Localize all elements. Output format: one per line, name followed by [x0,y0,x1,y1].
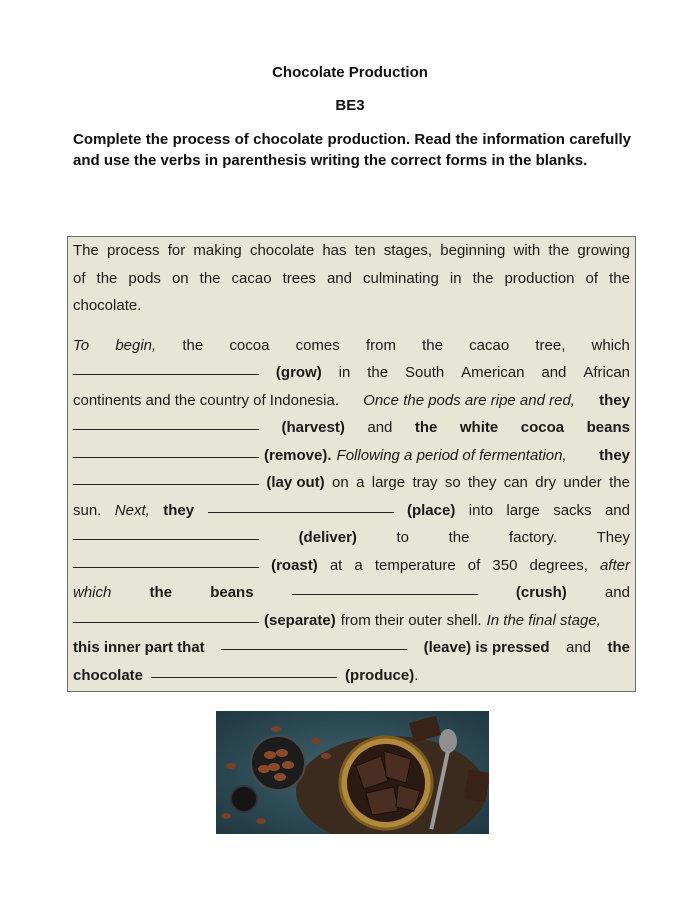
passage-line-9 [73,552,630,580]
answer-blank-separate[interactable] [73,607,259,623]
word: the [199,269,221,287]
word: tray [412,474,438,491]
word: for [167,242,186,259]
word: after [599,556,630,574]
reading-text-box [67,236,636,692]
word: white [459,419,499,436]
word: into [468,501,493,519]
word: cocoa [520,419,565,436]
word: the [367,364,389,381]
word: cacao [469,336,510,354]
word: the [422,336,443,354]
answer-blank-produce[interactable] [151,662,337,678]
word: comes [295,336,340,354]
answer-blank-remove[interactable] [73,442,259,458]
verb-remove: (remove). [264,446,332,464]
verb-deliver: (deliver) [298,529,357,546]
word: the [548,242,570,259]
word: production [504,269,575,287]
passage-line-3: continents and the country of Indonesia. Once the pods are ripe and red, they [73,391,630,409]
word: large [371,474,406,491]
word: They [596,529,630,546]
word: cacao [231,269,272,287]
passage-line-13: chocolate (produce). [73,662,630,690]
passage-line-10: which the beans (crush) and [73,579,630,607]
word: at [329,556,343,574]
word: The [73,242,99,259]
verb-lay-out: (lay out) [266,474,325,491]
passage-line-2 [73,359,630,387]
word: the [414,419,438,436]
word: growing [577,242,630,259]
word: American [461,364,525,381]
word: To [73,336,90,354]
verb-roast: (roast) [271,556,318,574]
verb-produce: (produce) [345,666,415,684]
answer-blank-deliver[interactable] [73,524,259,540]
word: from [365,336,396,354]
passage-line-8 [73,524,630,552]
word: and [604,501,630,519]
word: the [609,269,630,287]
word: with [513,242,541,259]
passage-line-1 [73,332,630,360]
verb-grow: (grow) [275,364,322,381]
passage-line-4: (harvest) and the white cocoa beans [73,414,630,442]
answer-blank-crush[interactable] [292,579,478,595]
word: the [609,474,630,491]
word: a [354,556,363,574]
word: culminating [363,269,439,287]
word: which [591,336,630,354]
answer-blank-lay-out[interactable] [73,469,259,485]
word: begin, [115,336,157,354]
word: of [585,269,599,287]
word: in [449,269,462,287]
verb-separate: (separate) [264,611,336,629]
verb-place: (place) [406,501,456,519]
word: the [472,269,494,287]
word: degrees, [529,556,588,574]
word: chocolate [249,242,315,259]
answer-blank-grow[interactable] [73,359,259,375]
word: 350 [492,556,518,574]
verb-crush: (crush) [515,584,567,601]
word: to [396,529,409,546]
page-title: Chocolate Production [272,64,428,81]
word: tree, [535,336,566,354]
word: ten [354,242,376,259]
word: the [182,336,204,354]
word: dry [535,474,557,491]
word: beans [586,419,630,436]
page-subtitle: BE3 [335,97,365,114]
word: African [583,364,630,381]
word: and [326,269,352,287]
word: temperature [374,556,456,574]
passage-line-5: (remove). Following a period of fermentation, they [73,442,630,470]
word: of [73,269,86,287]
verb-leave: (leave) is pressed [423,639,550,656]
intro-line-2 [73,265,630,293]
chocolate-photo [216,711,489,834]
word: the [448,529,470,546]
word: trees [282,269,316,287]
intro-line-1 [73,237,630,265]
word: stages, [383,242,433,259]
answer-blank-place[interactable] [208,497,394,513]
word: on [171,269,189,287]
word: has [322,242,347,259]
word: beginning [440,242,506,259]
word: they [468,474,497,491]
verb-harvest: (harvest) [281,419,345,436]
intro-line-3: chocolate. [73,297,142,314]
passage-line-11: (separate) from their outer shell. In the final stage, [73,607,630,635]
chocolate-image-icon [216,711,489,834]
answer-blank-roast[interactable] [73,552,259,568]
word: sacks [553,501,592,519]
word: the [96,269,118,287]
word: making [193,242,242,259]
word: on [332,474,349,491]
word: and [541,364,567,381]
word: of [467,556,481,574]
word: can [503,474,528,491]
passage-line-12: this inner part that (leave) is pressed and the [73,634,630,662]
word: South [405,364,445,381]
word: under [563,474,602,491]
word: process [107,242,160,259]
word: factory. [508,529,558,546]
word: cocoa [229,336,270,354]
word: in [338,364,351,381]
instructions: Complete the process of chocolate production. Read the information carefully and use the verbs in parenthesis writing the correct forms in the blanks. [73,131,631,169]
word: a [356,474,365,491]
answer-blank-harvest[interactable] [73,414,259,430]
word: so [444,474,461,491]
passage-line-7: sun. Next, they (place) into large sacks and [73,497,630,525]
word: large [506,501,540,519]
answer-blank-leave[interactable] [221,634,407,650]
passage-line-6 [73,469,630,497]
word: pods [128,269,161,287]
